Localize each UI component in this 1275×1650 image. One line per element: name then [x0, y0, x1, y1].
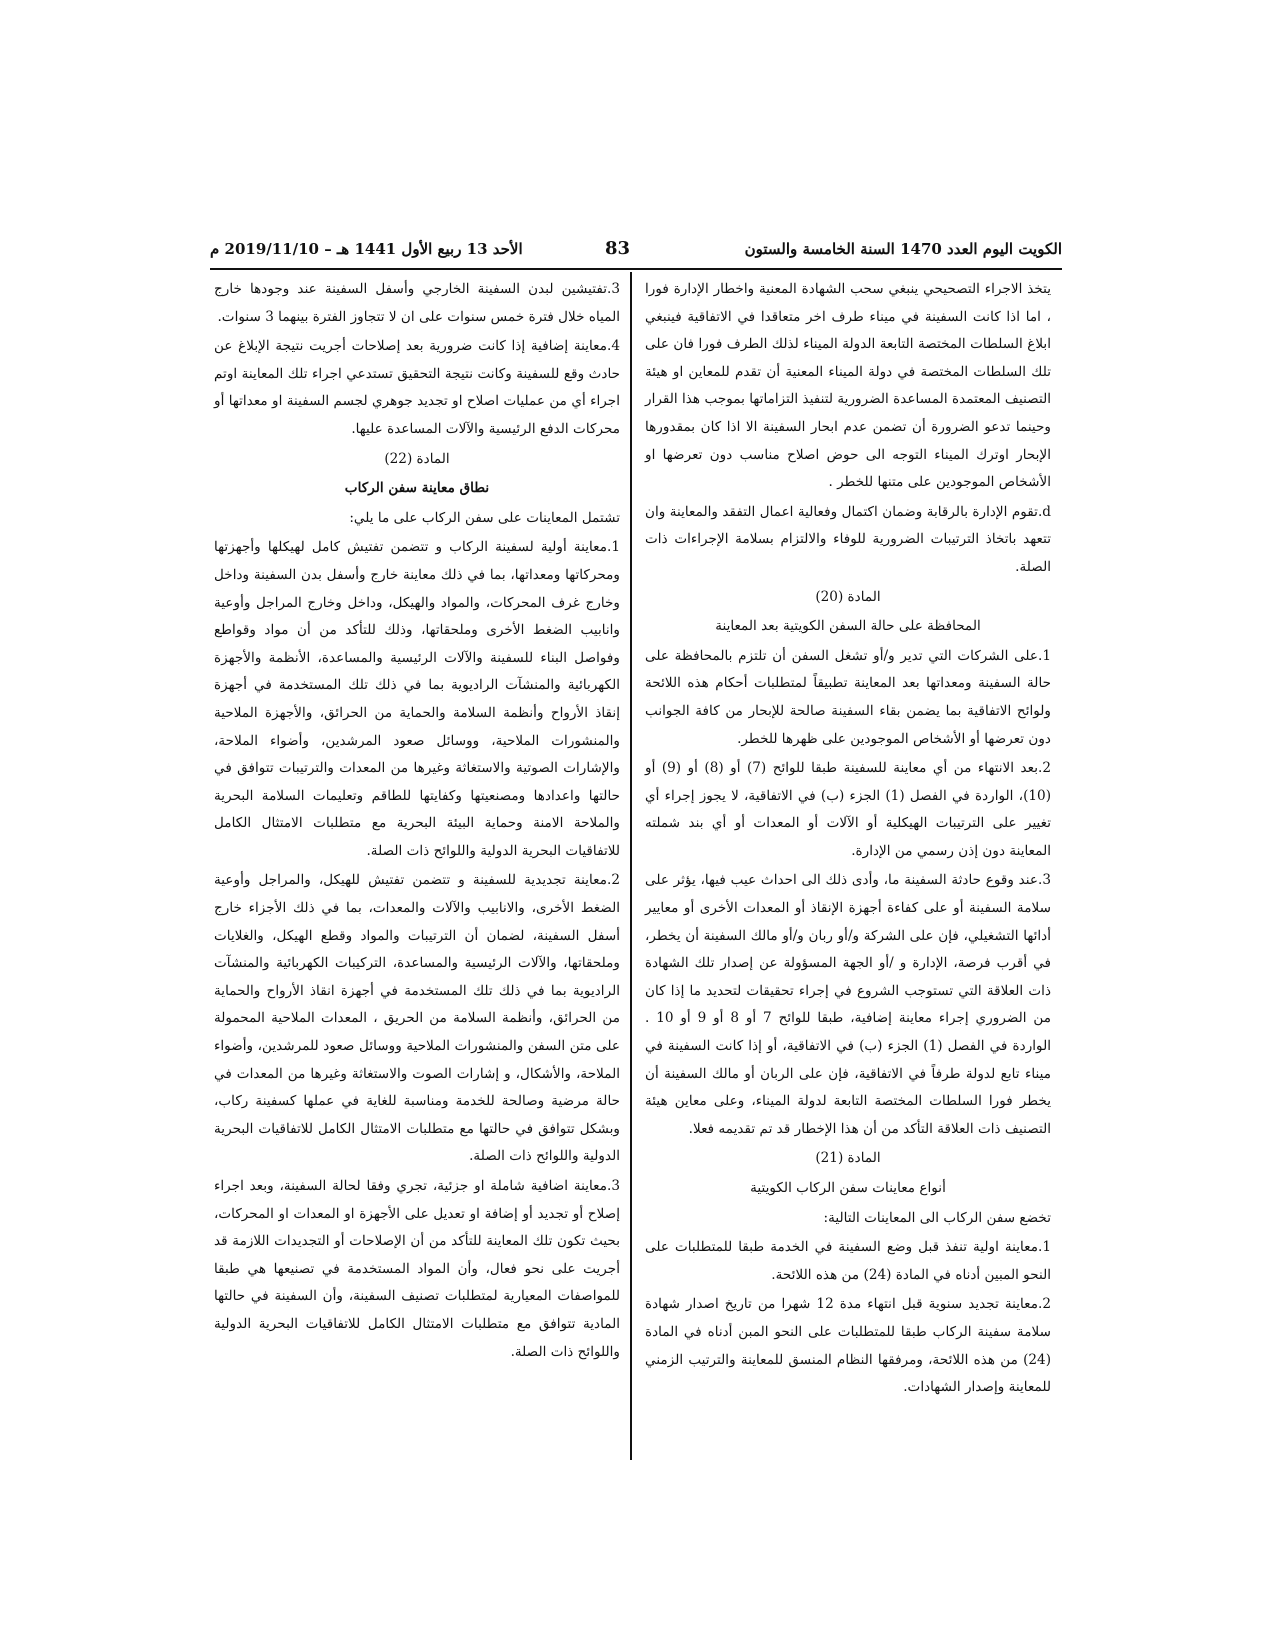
article-21-item-2: 2.معاينة تجديد سنوية قبل انتهاء مدة 12 شهرا من تاريخ اصدار شهادة سلامة سفينة الركاب طبقا للمتطلبات على النحو المبن أدناه في المادة (24) من هذه اللائحة، ومرفقها النظام المنسق للمعاينة والترتيب الزمني للمعاينة وإصدار الشهادات.	[645, 1296, 1051, 1396]
paragraph-item-d: d.تقوم الإدارة بالرقابة وضمان اكتمال وفعالية اعمال التفقد والمعاينة وان تتعهد باتخاذ الترتيبات الضرورية للوفاء والالتزام بسلامة الإجراءات ذات الصلة.	[645, 503, 1051, 575]
column-divider	[630, 272, 632, 1460]
article-20-heading: المادة (20)	[815, 588, 881, 605]
article-21-heading: المادة (21)	[815, 1150, 881, 1167]
header-date: الأحد 13 ربيع الأول 1441 هـ – 2019/11/10 م	[210, 240, 523, 258]
article-21-item-4: 4.معاينة إضافية إذا كانت ضرورية بعد إصلاحات أجريت نتيجة الإبلاغ عن حادث وقع للسفينة وكانت نتيجة التحقيق تستدعي اجراء تلك المعاينة اوتم اجراء أي من عمليات اصلاح او تجديد جوهري لجسم السفينة او معداتها أو محركات الدفع الرئيسية والآلات المساعدة عليها.	[214, 338, 620, 437]
article-20-item-2: 2.بعد الانتهاء من أي معاينة للسفينة طبقا للوائح (7) أو (8) أو (9) أو (10)، الواردة في الفصل (1) الجزء (ب) في الاتفاقية، لا يجوز إجراء أي تغيير على الترتيبات الهيكلية أو الآلات أو المعدات أو أي بند شملته المعاينة دون إذن رسمي من الإدارة.	[645, 760, 1051, 859]
header-rule	[210, 268, 1062, 270]
article-21-intro: تخضع سفن الركاب الى المعاينات التالية:	[823, 1209, 1051, 1226]
article-22-item-2: 2.معاينة تجديدية للسفينة و تتضمن تفتيش للهيكل، والمراجل وأوعية الضغط الأخرى، والانابيب والآلات والمعدات، بما في ذلك الأجزاء خارج أسفل السفينة، لضمان أن الترتيبات والمواد وقطع الهيكل، والغلايات وملحقاتها، والآلات الرئيسية والمساعدة، التركيبات الكهربائية والمنشآت الراديوية بما في ذلك تلك المستخدمة في أجهزة انقاذ الأرواح والحماية من الحرائق، وأنظمة السلامة من الحريق ، المعدات الملاحية المحمولة على متن السفن والمنشورات الملاحية ووسائل صعود للمرشدين، وأضواء الملاحة، والأشكال، و إشارات الصوت والاستغاثة وغيرها من المعدات في حالة مرضية وصالحة للخدمة ومناسبة للغاية في عملها كسفينة ركاب، وبشكل تتوافق في حالتها مع متطلبات الامتثال الكامل للاتفاقيات البحرية الدولية واللوائح ذات الصلة.	[214, 872, 620, 1165]
article-21-item-3: 3.تفتيشين لبدن السفينة الخارجي وأسفل السفينة عند وجودها خارج المياه خلال فترة خمس سنوات على ان لا تتجاوز الفترة بينهما 3 سنوات.	[214, 281, 620, 325]
article-20-title: المحافظة على حالة السفن الكويتية بعد المعاينة	[715, 618, 981, 635]
header-publication: الكويت اليوم العدد 1470 السنة الخامسة والستون	[744, 240, 1062, 258]
article-22-item-3: 3.معاينة اضافية شاملة او جزئية، تجري وفقا لحالة السفينة، وبعد اجراء إصلاح أو تجديد أو إضافة او تعديل على الأجهزة او المعدات او المحركات، بحيث تكون تلك المعاينة للتأكد من أن الإصلاحات أو التجديدات اللازمة قد أجريت على نحو فعال، وأن المواد المستخدمة في تصنيعها هي طبقا للمواصفات المعيارية لمتطلبات تصنيف السفينة، وأن السفينة في حالتها المادية تتوافق مع متطلبات الامتثال الكامل للاتفاقيات البحرية الدولية واللوائح ذات الصلة.	[214, 1178, 620, 1360]
article-21-item-1: 1.معاينة اولية تنفذ قبل وضع السفينة في الخدمة طبقا للمتطلبات على النحو المبين أدناه في المادة (24) من هذه اللائحة.	[645, 1239, 1051, 1283]
paragraph-corrective-action: يتخذ الاجراء التصحيحي ينبغي سحب الشهادة المعنية واخطار الإدارة فورا ، اما اذا كانت السفينة في ميناء طرف اخر متعاقدا في الاتفاقية فينبغي ابلاغ السلطات المختصة التابعة الدولة الميناء لذلك الطرف فورا فان على تلك السلطات المختصة في دولة الميناء المعنية أن تقدم للمعاين او هيئة التصنيف المعتمدة المساعدة الضرورية لتنفيذ التزاماتها بموجب هذا القرار وحينما تدعو الضرورة أن تضمن عدم ابحار السفينة الا اذا كان بمقدورها الإبحار اوترك الميناء التوجه الى حوض اصلاح مناسب دون تعرضها او الأشخاص الموجودين على متنها للخطر .	[645, 281, 1051, 491]
article-21-title: أنواع معاينات سفن الركاب الكويتية	[750, 1180, 946, 1196]
article-22-title: نطاق معاينة سفن الركاب	[344, 480, 490, 497]
article-22-heading: المادة (22)	[384, 450, 450, 467]
article-22-intro: تشتمل المعاينات على سفن الركاب على ما يلي:	[349, 509, 620, 526]
page-number: 83	[605, 238, 631, 259]
article-20-item-1: 1.على الشركات التي تدير و/أو تشغل السفن أن تلتزم بالمحافظة على حالة السفينة ومعداتها بعد المعاينة تطبيقاً لمتطلبات أحكام هذه اللائحة ولوائح الاتفاقية بما يضمن بقاء السفينة صالحة للإبحار من كافة الجوانب دون تعرضها أو الأشخاص الموجودين على ظهرها للخطر.	[645, 647, 1051, 747]
page-header	[210, 236, 1062, 266]
right-column	[645, 276, 1051, 1404]
article-20-item-3: 3.عند وقوع حادثة السفينة ما، وأدى ذلك الى احداث عيب فيها، يؤثر على سلامة السفينة أو على كفاءة أجهزة الإنقاذ أو المعدات الأخرى أو معايير أدائها التشغيلي، فإن على الشركة و/أو ربان و/أو مالك السفينة أن يخطر، في أقرب فرصة، الإدارة و /أو الجهة المسؤولة عن إصدار تلك الشهادة ذات العلاقة التي تستوجب الشروع في إجراء تحقيقات لتحديد ما إذا كان من الضروري إجراء معاينة إضافية، طبقا للوائح 7 أو 8 أو 9 أو 10 . الواردة في الفصل (1) الجزء (ب) في الاتفاقية، أو إذا كانت السفينة في ميناء تابع لدولة طرفاً في الاتفاقية، فإن على الربان أو مالك السفينة أن يخطر فورا السلطات المختصة التابعة لدولة الميناء، وعلى معاين هيئة التصنيف ذات العلاقة التأكد من أن هذا الإخطار قد تم تقديمه فعلا.	[645, 872, 1052, 1137]
left-column	[214, 276, 620, 1368]
article-22-item-1: 1.معاينة أولية لسفينة الركاب و تتضمن تفتيش كامل لهيكلها وأجهزتها ومحركاتها ومعداتها، بما في ذلك معاينة خارج وأسفل بدن السفينة وداخل وخارج غرف المحركات، والمواد والهيكل، وداخل وخارج المراجل وأوعية وانابيب الضغط الأخرى وملحقاتها، وذلك للتأكد من أن مواد وقواطع وفواصل البناء للسفينة والآلات الرئيسية والمساعدة، الأنظمة والأجهزة الكهربائية والمنشآت الراديوية بما في ذلك تلك المستخدمة في أجهزة إنقاذ الأرواح وأنظمة السلامة والحماية من الحرائق، والأجهزة الملاحية والمنشورات الملاحية، ووسائل صعود المرشدين، وأضواء الملاحة، والإشارات الصوتية والاستغاثة وغيرها من المعدات والترتيبات تتوافق في حالتها واعدادها ومصنعيتها وكفايتها للطاقم وتعليمات السلامة البحرية والملاحة الامنة وحماية البيئة البحرية مع متطلبات الامتثال الكامل للاتفاقيات البحرية الدولية واللوائح ذات الصلة.	[214, 539, 620, 859]
